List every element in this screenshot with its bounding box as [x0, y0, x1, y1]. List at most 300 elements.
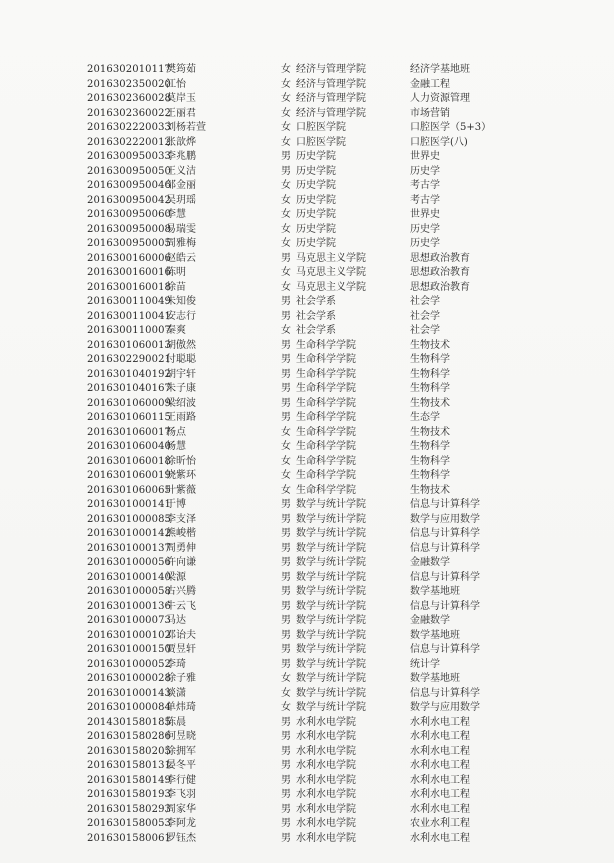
- student-name: 李支泽: [166, 513, 196, 525]
- student-major: 水利水电工程: [410, 803, 470, 815]
- student-major: 生物科学: [410, 354, 450, 365]
- list-row: [0, 78, 614, 93]
- student-gender: 男: [281, 252, 291, 264]
- student-name: 江怡: [166, 78, 186, 90]
- student-college: 生命科学学院: [296, 455, 356, 467]
- student-college: 历史学院: [296, 165, 336, 177]
- student-name: 安志行: [166, 310, 196, 322]
- student-gender: 男: [281, 310, 291, 322]
- student-major: 思想政治教育: [410, 252, 470, 264]
- student-major: 考古学: [410, 180, 440, 191]
- student-name: 李行健: [166, 774, 196, 786]
- student-gender: 女: [281, 426, 291, 438]
- student-id: 2016301000150: [87, 644, 172, 655]
- student-gender: 女: [281, 180, 291, 191]
- student-id: 2016301040192: [87, 368, 172, 380]
- student-id: 2016300160018: [87, 281, 172, 293]
- student-id: 2016301060018: [87, 455, 172, 467]
- student-id: 2016301000056: [87, 557, 172, 568]
- student-name: 何昱晓: [166, 731, 196, 742]
- student-college: 历史学院: [296, 151, 336, 162]
- student-college: 水利水电学院: [296, 789, 356, 800]
- student-name: 朱子康: [166, 383, 196, 394]
- student-gender: 男: [281, 745, 291, 757]
- student-college: 经济与管理学院: [296, 64, 366, 75]
- student-major: 数学基地班: [410, 673, 460, 684]
- student-college: 数学与统计学院: [296, 542, 366, 554]
- student-name: 陈明: [166, 267, 186, 278]
- student-major: 数学与应用数学: [410, 513, 480, 525]
- student-major: 社会学: [410, 310, 440, 322]
- list-row: [0, 281, 614, 296]
- student-id: 2016301060013: [87, 339, 172, 351]
- list-row: [0, 92, 614, 107]
- student-college: 历史学院: [296, 194, 336, 206]
- student-major: 历史学: [410, 165, 440, 177]
- student-name: 邓诒夫: [166, 629, 196, 641]
- student-name: 杨点: [166, 426, 186, 438]
- student-gender: 男: [281, 368, 291, 380]
- student-major: 水利水电工程: [410, 832, 470, 844]
- list-row: [0, 629, 614, 644]
- student-major: 口腔医学（5+3）: [410, 122, 492, 133]
- student-gender: 男: [281, 557, 291, 568]
- list-row: [0, 252, 614, 267]
- student-name: 李琦: [166, 658, 186, 670]
- student-id: 2016300110041: [87, 310, 172, 322]
- student-name: 朱知俊: [166, 296, 196, 307]
- student-id: 2016301000142: [87, 528, 172, 539]
- student-major: 生物技术: [410, 426, 450, 438]
- student-name: 王雨路: [166, 412, 196, 423]
- list-row: [0, 832, 614, 847]
- student-major: 信息与计算科学: [410, 542, 480, 554]
- student-name: 张歆烨: [166, 136, 196, 148]
- student-id: 2016302360028: [87, 93, 172, 104]
- student-gender: 女: [281, 122, 291, 133]
- student-college: 马克思主义学院: [296, 267, 366, 278]
- student-gender: 女: [281, 194, 291, 206]
- student-college: 历史学院: [296, 238, 336, 249]
- student-major: 水利水电工程: [410, 760, 470, 771]
- list-row: [0, 353, 614, 368]
- student-major: 统计学: [410, 658, 440, 670]
- student-college: 马克思主义学院: [296, 252, 366, 264]
- student-gender: 男: [281, 571, 291, 583]
- student-id: 2016301000136: [87, 600, 172, 612]
- student-major: 生物科学: [410, 368, 450, 380]
- student-id: 2016301060009: [87, 397, 172, 409]
- student-gender: 男: [281, 658, 291, 670]
- student-id: 2014301580185: [87, 716, 172, 728]
- list-row: [0, 527, 614, 542]
- student-major: 社会学: [410, 325, 440, 336]
- student-major: 水利水电工程: [410, 731, 470, 742]
- student-college: 水利水电学院: [296, 760, 356, 771]
- list-row: [0, 745, 614, 760]
- student-gender: 女: [281, 484, 291, 496]
- list-row: [0, 701, 614, 716]
- student-college: 口腔医学院: [296, 136, 346, 148]
- list-row: [0, 194, 614, 209]
- list-row: [0, 179, 614, 194]
- student-name: 李兆鹏: [166, 151, 196, 162]
- student-gender: 男: [281, 615, 291, 626]
- list-row: [0, 817, 614, 832]
- student-college: 水利水电学院: [296, 803, 356, 815]
- list-row: [0, 469, 614, 484]
- student-major: 金融数学: [410, 615, 450, 626]
- student-name: 李慧: [166, 209, 186, 220]
- student-major: 水利水电工程: [410, 789, 470, 800]
- student-major: 数学基地班: [410, 586, 460, 597]
- student-college: 口腔医学院: [296, 122, 346, 133]
- student-gender: 女: [281, 455, 291, 467]
- student-id: 2016300110049: [87, 296, 172, 307]
- list-row: [0, 208, 614, 223]
- student-name: 周勇伸: [166, 542, 196, 554]
- student-major: 世界史: [410, 151, 440, 162]
- list-row: [0, 716, 614, 731]
- student-name: 许向谦: [166, 557, 196, 568]
- student-gender: 男: [281, 731, 291, 742]
- student-major: 信息与计算科学: [410, 687, 480, 699]
- student-name: 涂拥军: [166, 745, 196, 757]
- student-name: 梁绍波: [166, 397, 196, 409]
- student-name: 王丽君: [166, 107, 196, 119]
- student-major: 信息与计算科学: [410, 499, 480, 510]
- student-name: 李飞羽: [166, 789, 196, 800]
- student-college: 数学与统计学院: [296, 615, 366, 626]
- list-row: [0, 411, 614, 426]
- student-college: 社会学系: [296, 325, 336, 336]
- student-college: 数学与统计学院: [296, 513, 366, 525]
- student-college: 数学与统计学院: [296, 687, 366, 699]
- student-major: 生物技术: [410, 484, 450, 496]
- student-college: 马克思主义学院: [296, 281, 366, 293]
- student-id: 2016301580205: [87, 745, 172, 757]
- student-id: 2016301000143: [87, 687, 172, 699]
- student-college: 数学与统计学院: [296, 571, 366, 583]
- student-gender: 男: [281, 499, 291, 510]
- student-college: 数学与统计学院: [296, 673, 366, 684]
- student-id: 2016301040167: [87, 383, 172, 394]
- list-row: [0, 107, 614, 122]
- list-row: [0, 266, 614, 281]
- student-gender: 男: [281, 528, 291, 539]
- list-row: [0, 542, 614, 557]
- student-college: 水利水电学院: [296, 818, 356, 829]
- student-college: 生命科学学院: [296, 426, 356, 438]
- student-id: 2016301000052: [87, 658, 172, 670]
- student-college: 水利水电学院: [296, 832, 356, 844]
- student-id: 2016302360022: [87, 107, 172, 119]
- student-gender: 男: [281, 818, 291, 829]
- list-row: [0, 585, 614, 600]
- student-gender: 女: [281, 209, 291, 220]
- student-major: 社会学: [410, 296, 440, 307]
- student-name: 吴玥瑶: [166, 194, 196, 206]
- student-gender: 男: [281, 151, 291, 162]
- student-name: 付聪聪: [166, 354, 196, 365]
- student-name: 晏冬平: [166, 760, 196, 771]
- student-college: 历史学院: [296, 209, 336, 220]
- student-major: 历史学: [410, 238, 440, 249]
- student-name: 梁源: [166, 571, 186, 583]
- student-college: 生命科学学院: [296, 339, 356, 351]
- student-id: 2016300160006: [87, 252, 172, 264]
- student-id: 2016301060017: [87, 426, 172, 438]
- student-id: 2016301580286: [87, 731, 172, 742]
- student-id: 2016301060065: [87, 484, 172, 496]
- student-major: 经济学基地班: [410, 64, 470, 75]
- list-row: [0, 788, 614, 803]
- student-college: 社会学系: [296, 296, 336, 307]
- student-college: 数学与统计学院: [296, 557, 366, 568]
- student-id: 2016300110007: [87, 325, 172, 336]
- student-gender: 女: [281, 702, 291, 713]
- student-id: 2016301580131: [87, 760, 172, 771]
- student-name: 邹金丽: [166, 180, 196, 191]
- list-row: [0, 571, 614, 586]
- list-row: [0, 803, 614, 818]
- student-college: 水利水电学院: [296, 774, 356, 786]
- student-gender: 男: [281, 832, 291, 844]
- student-major: 生物技术: [410, 339, 450, 351]
- student-name: 徐苗: [166, 281, 186, 293]
- student-college: 经济与管理学院: [296, 93, 366, 104]
- student-name: 谈潇: [166, 687, 186, 699]
- student-college: 历史学院: [296, 223, 336, 235]
- list-row: [0, 150, 614, 165]
- student-college: 数学与统计学院: [296, 702, 366, 713]
- student-id: 2016301000140: [87, 571, 172, 583]
- student-name: 秦爽: [166, 325, 186, 336]
- student-gender: 男: [281, 789, 291, 800]
- student-gender: 男: [281, 542, 291, 554]
- student-gender: 男: [281, 760, 291, 771]
- student-gender: 女: [281, 687, 291, 699]
- student-college: 经济与管理学院: [296, 107, 366, 119]
- student-college: 生命科学学院: [296, 412, 356, 423]
- student-college: 数学与统计学院: [296, 499, 366, 510]
- student-gender: 男: [281, 629, 291, 641]
- student-college: 生命科学学院: [296, 368, 356, 380]
- student-gender: 女: [281, 325, 291, 336]
- student-name: 叶紫薇: [166, 484, 196, 496]
- student-college: 经济与管理学院: [296, 78, 366, 90]
- student-name: 赵皓云: [166, 252, 196, 264]
- student-college: 生命科学学院: [296, 441, 356, 452]
- student-id: 2016300950005: [87, 238, 172, 249]
- student-college: 数学与统计学院: [296, 658, 366, 670]
- student-name: 周家华: [166, 803, 196, 815]
- student-name: 涂昕怡: [166, 455, 196, 467]
- student-name: 胡傲然: [166, 339, 196, 351]
- student-major: 水利水电工程: [410, 716, 470, 728]
- student-id: 2016302220012: [87, 136, 172, 148]
- student-gender: 女: [281, 93, 291, 104]
- student-gender: 男: [281, 296, 291, 307]
- student-major: 水利水电工程: [410, 774, 470, 786]
- student-id: 2016300160016: [87, 267, 172, 278]
- student-college: 数学与统计学院: [296, 629, 366, 641]
- student-id: 2016301000084: [87, 702, 172, 713]
- student-gender: 女: [281, 267, 291, 278]
- student-major: 金融数学: [410, 557, 450, 568]
- student-major: 考古学: [410, 194, 440, 206]
- student-gender: 女: [281, 223, 291, 235]
- student-name: 易瑞雯: [166, 223, 196, 235]
- student-id: 2016301060040: [87, 441, 172, 452]
- list-row: [0, 484, 614, 499]
- list-row: [0, 498, 614, 513]
- student-gender: 女: [281, 470, 291, 481]
- student-id: 2016301000058: [87, 586, 172, 597]
- student-gender: 女: [281, 107, 291, 119]
- student-major: 金融工程: [410, 78, 450, 90]
- list-row: [0, 295, 614, 310]
- student-id: 2016301000085: [87, 513, 172, 525]
- student-id: 2016300950033: [87, 151, 172, 162]
- student-name: 杨慧: [166, 441, 186, 452]
- list-row: [0, 310, 614, 325]
- student-gender: 女: [281, 78, 291, 90]
- student-gender: 男: [281, 354, 291, 365]
- list-row: [0, 658, 614, 673]
- student-gender: 男: [281, 600, 291, 612]
- student-major: 信息与计算科学: [410, 600, 480, 612]
- student-id: 2016300950046: [87, 180, 172, 191]
- list-row: [0, 324, 614, 339]
- student-gender: 男: [281, 339, 291, 351]
- student-college: 社会学系: [296, 310, 336, 322]
- student-name: 胡宇轩: [166, 368, 196, 380]
- list-row: [0, 339, 614, 354]
- list-row: [0, 513, 614, 528]
- student-major: 生态学: [410, 412, 440, 423]
- student-id: 2016301580193: [87, 789, 172, 800]
- student-name: 罗钰杰: [166, 832, 196, 844]
- student-list: [0, 63, 614, 846]
- student-college: 生命科学学院: [296, 354, 356, 365]
- student-name: 周雅梅: [166, 238, 196, 249]
- student-major: 信息与计算科学: [410, 571, 480, 583]
- student-name: 陈晨: [166, 716, 186, 728]
- student-gender: 男: [281, 412, 291, 423]
- student-gender: 女: [281, 238, 291, 249]
- student-major: 人力资源管理: [410, 93, 470, 104]
- student-gender: 女: [281, 64, 291, 75]
- list-row: [0, 556, 614, 571]
- student-college: 生命科学学院: [296, 470, 356, 481]
- student-gender: 男: [281, 803, 291, 815]
- student-gender: 男: [281, 586, 291, 597]
- student-college: 水利水电学院: [296, 716, 356, 728]
- student-college: 生命科学学院: [296, 397, 356, 409]
- student-id: 2016301580061: [87, 832, 172, 844]
- student-id: 2016301000073: [87, 615, 172, 626]
- list-row: [0, 440, 614, 455]
- student-name: 牛云飞: [166, 600, 196, 612]
- student-name: 徐子雅: [166, 673, 196, 684]
- student-id: 2016301000141: [87, 499, 172, 510]
- student-id: 2016302010117: [87, 64, 172, 75]
- student-major: 数学基地班: [410, 629, 460, 641]
- student-id: 2016300950008: [87, 223, 172, 235]
- list-row: [0, 672, 614, 687]
- student-name: 樊筠茹: [166, 64, 196, 75]
- student-major: 数学与应用数学: [410, 702, 480, 713]
- student-id: 2016302350020: [87, 78, 172, 90]
- student-major: 生物科学: [410, 455, 450, 467]
- student-major: 历史学: [410, 223, 440, 235]
- student-major: 思想政治教育: [410, 267, 470, 278]
- list-row: [0, 121, 614, 136]
- student-gender: 男: [281, 774, 291, 786]
- student-college: 水利水电学院: [296, 745, 356, 757]
- student-major: 世界史: [410, 209, 440, 220]
- student-gender: 女: [281, 673, 291, 684]
- list-row: [0, 730, 614, 745]
- student-college: 生命科学学院: [296, 383, 356, 394]
- student-name: 贾昱轩: [166, 644, 196, 655]
- student-college: 数学与统计学院: [296, 644, 366, 655]
- student-name: 莫岸玉: [166, 93, 196, 104]
- student-name: 古兴腾: [166, 586, 196, 597]
- list-row: [0, 397, 614, 412]
- list-row: [0, 136, 614, 151]
- student-name: 王义洁: [166, 165, 196, 177]
- student-id: 2016300950042: [87, 194, 172, 206]
- student-college: 数学与统计学院: [296, 586, 366, 597]
- student-college: 数学与统计学院: [296, 600, 366, 612]
- student-id: 2016301000102: [87, 629, 172, 641]
- student-college: 生命科学学院: [296, 484, 356, 496]
- student-gender: 女: [281, 281, 291, 293]
- student-id: 2016301060019: [87, 470, 172, 481]
- student-name: 于博: [166, 499, 186, 510]
- student-gender: 男: [281, 397, 291, 409]
- student-gender: 男: [281, 165, 291, 177]
- student-id: 2016300950060: [87, 209, 172, 220]
- student-name: 李阿龙: [166, 818, 196, 829]
- list-row: [0, 600, 614, 615]
- student-name: 单炜琦: [166, 702, 196, 713]
- student-gender: 男: [281, 644, 291, 655]
- list-row: [0, 223, 614, 238]
- student-name: 熊峻楷: [166, 528, 196, 539]
- student-major: 水利水电工程: [410, 745, 470, 757]
- student-major: 生物科学: [410, 441, 450, 452]
- student-id: 2016301580149: [87, 774, 172, 786]
- student-college: 历史学院: [296, 180, 336, 191]
- student-major: 市场营销: [410, 107, 450, 119]
- list-row: [0, 643, 614, 658]
- student-college: 数学与统计学院: [296, 528, 366, 539]
- student-gender: 男: [281, 716, 291, 728]
- list-row: [0, 368, 614, 383]
- student-gender: 男: [281, 383, 291, 394]
- student-major: 信息与计算科学: [410, 528, 480, 539]
- list-row: [0, 455, 614, 470]
- student-major: 口腔医学(八): [410, 136, 468, 148]
- student-id: 2016302290021: [87, 354, 172, 365]
- student-id: 2016301000028: [87, 673, 172, 684]
- list-row: [0, 774, 614, 789]
- student-id: 2016301580053: [87, 818, 172, 829]
- student-name: 马达: [166, 615, 186, 626]
